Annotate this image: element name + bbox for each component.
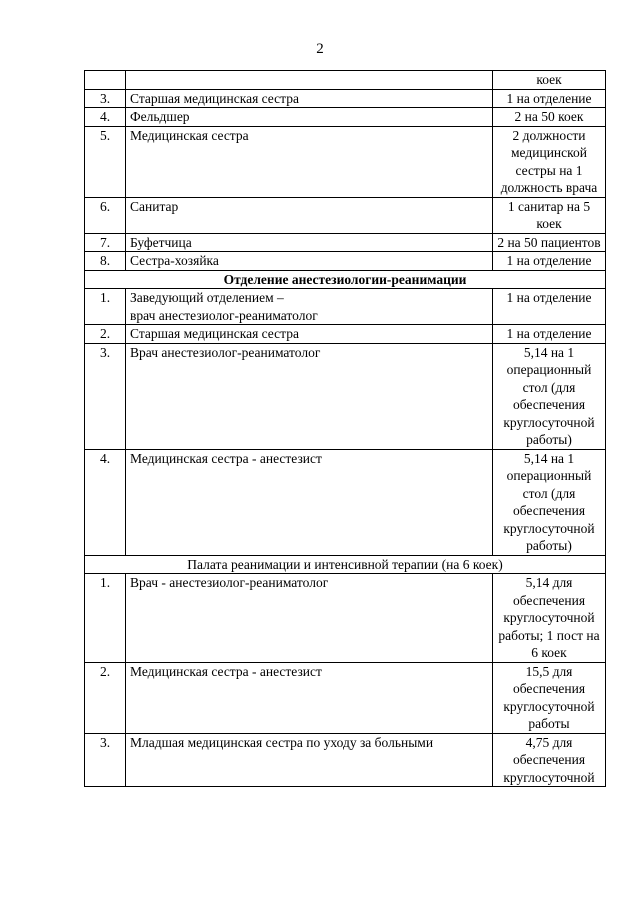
row-number: 4. [85, 449, 126, 555]
staffing-norm: 4,75 для обеспечения круглосуточной [493, 733, 606, 787]
staffing-norm: 1 санитар на 5 коек [493, 197, 606, 233]
position-name: Медицинская сестра - анестезист [126, 662, 493, 733]
table-row [85, 325, 606, 344]
position-name: Буфетчица [126, 233, 493, 252]
table-row [85, 252, 606, 271]
table-row [85, 662, 606, 733]
staffing-norm: 5,14 на 1 операционный стол (для обеспечения круглосуточной работы) [493, 343, 606, 449]
staffing-norm: 5,14 для обеспечения круглосуточной работы; 1 пост на 6 коек [493, 574, 606, 663]
row-number: 1. [85, 289, 126, 325]
page-number: 2 [316, 41, 324, 57]
position-name [126, 71, 493, 90]
staffing-norm: 15,5 для обеспечения круглосуточной работы [493, 662, 606, 733]
position-name-line: Заведующий отделением – [130, 290, 284, 305]
row-number: 1. [85, 574, 126, 663]
staffing-norm: коек [493, 71, 606, 90]
row-number: 3. [85, 89, 126, 108]
table-row [85, 233, 606, 252]
table-row [85, 343, 606, 449]
subsection-header-row [85, 555, 606, 574]
table-row [85, 89, 606, 108]
position-name: Старшая медицинская сестра [126, 325, 493, 344]
row-number: 3. [85, 343, 126, 449]
staffing-norm: 2 на 50 коек [493, 108, 606, 127]
staffing-norm: 2 на 50 пациентов [493, 233, 606, 252]
position-name-line: врач анестезиолог-реаниматолог [130, 307, 318, 323]
staffing-norm: 1 на отделение [493, 289, 606, 325]
row-number [85, 71, 126, 90]
staffing-norm: 1 на отделение [493, 325, 606, 344]
table-row [85, 108, 606, 127]
table-row [85, 126, 606, 197]
position-name: Врач - анестезиолог-реаниматолог [126, 574, 493, 663]
table-row [85, 733, 606, 787]
table-row [85, 197, 606, 233]
position-name: Старшая медицинская сестра [126, 89, 493, 108]
position-name: Медицинская сестра [126, 126, 493, 197]
position-name: Сестра-хозяйка [126, 252, 493, 271]
section-title-icu-ward: Палата реанимации и интенсивной терапии (на 6 коек) [85, 555, 606, 574]
section-title-anesthesiology: Отделение анестезиологии-реанимации [85, 270, 606, 289]
row-number: 2. [85, 325, 126, 344]
staffing-norm: 5,14 на 1 операционный стол (для обеспечения круглосуточной работы) [493, 449, 606, 555]
staffing-norm: 2 должности медицинской сестры на 1 должность врача [493, 126, 606, 197]
staffing-norm: 1 на отделение [493, 252, 606, 271]
position-name: Младшая медицинская сестра по уходу за больными [126, 733, 493, 787]
row-number: 7. [85, 233, 126, 252]
position-name: Медицинская сестра - анестезист [126, 449, 493, 555]
section-header-row [85, 270, 606, 289]
position-name: Врач анестезиолог-реаниматолог [126, 343, 493, 449]
table-row [85, 289, 606, 325]
staffing-table [84, 70, 606, 787]
table-row [85, 574, 606, 663]
table-row [85, 71, 606, 90]
staffing-norm: 1 на отделение [493, 89, 606, 108]
row-number: 6. [85, 197, 126, 233]
position-name: Фельдшер [126, 108, 493, 127]
row-number: 2. [85, 662, 126, 733]
position-name [126, 289, 493, 325]
position-name: Санитар [126, 197, 493, 233]
row-number: 5. [85, 126, 126, 197]
row-number: 8. [85, 252, 126, 271]
table-row [85, 449, 606, 555]
row-number: 3. [85, 733, 126, 787]
row-number: 4. [85, 108, 126, 127]
